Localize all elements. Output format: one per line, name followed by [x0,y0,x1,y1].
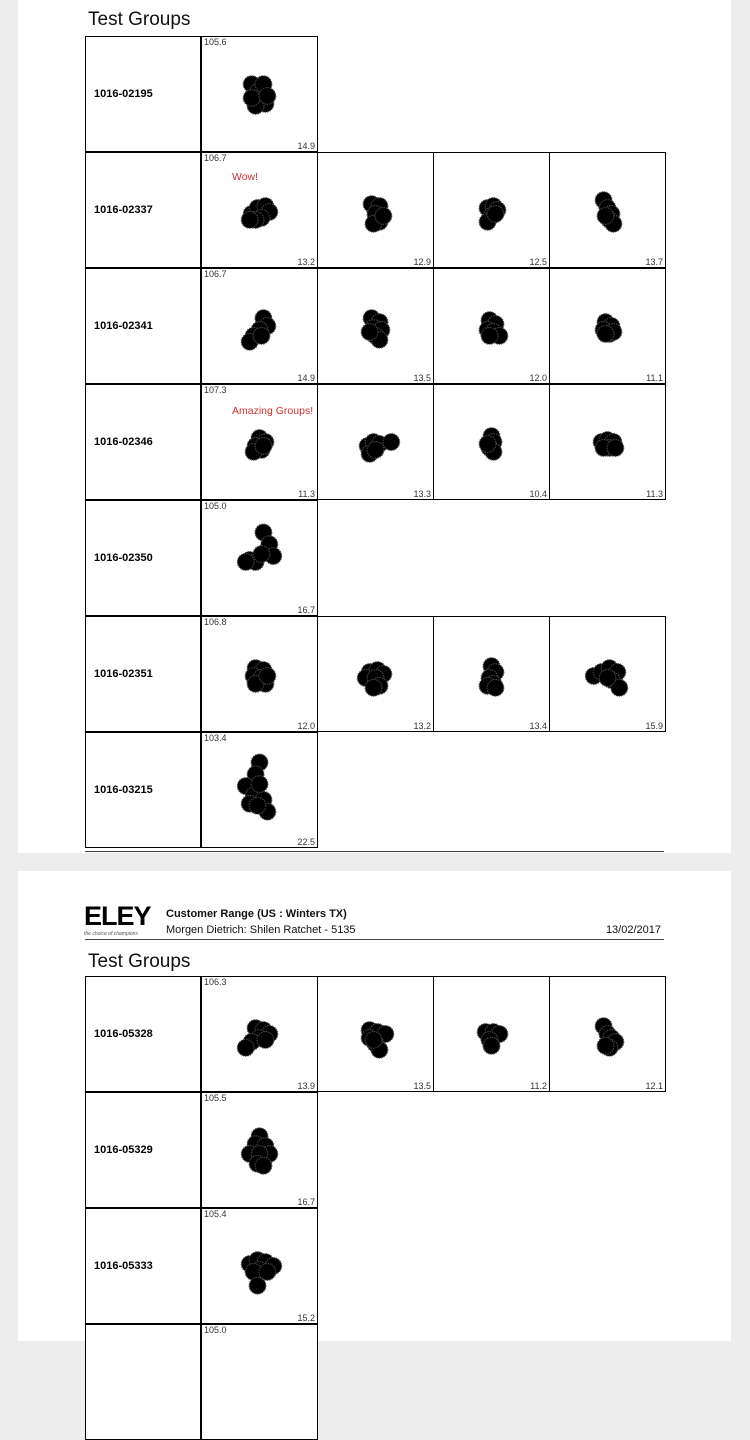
shot-group [550,385,665,499]
lot-number: 1016-02337 [94,204,153,216]
table-row [85,384,664,500]
shot-group [202,1093,317,1207]
bullet-hole [365,679,382,696]
section-title: Test Groups [88,951,191,972]
bullet-hole [599,670,616,687]
group-size-value: 14.9 [297,373,315,383]
group-size-value: 16.7 [297,1197,315,1207]
bullet-hole [257,1032,274,1049]
bullet-hole [365,1032,382,1049]
bullet-hole [383,434,400,451]
group-size-value: 12.1 [645,1081,663,1091]
bullet-hole [249,797,266,814]
group-target-cell [433,268,550,384]
bullet-hole [237,1039,254,1056]
velocity-value: 105.0 [204,501,227,511]
lot-number-cell [85,732,201,848]
shot-group [318,153,433,267]
group-target-cell [201,732,318,848]
bullet-hole [259,1264,276,1281]
group-size-value: 15.9 [645,721,663,731]
range-name: Customer Range (US : Winters TX) [166,908,347,920]
velocity-value: 103.4 [204,733,227,743]
page-footer-rule [85,851,664,852]
group-target-cell [201,500,318,616]
shot-group [202,385,317,499]
lot-number: 1016-05333 [94,1260,153,1272]
group-size-value: 13.3 [413,489,431,499]
shot-group [550,977,665,1091]
bullet-hole [259,668,276,685]
lot-number-cell [85,1092,201,1208]
lot-number: 1016-02351 [94,668,153,680]
lot-number: 1016-05329 [94,1144,153,1156]
eley-logo [84,903,156,939]
report-page-2 [18,871,731,1341]
group-target-cell [433,976,550,1092]
bullet-hole [259,88,276,105]
group-target-cell [201,1092,318,1208]
shot-group [434,977,549,1091]
group-target-cell [433,616,550,732]
group-size-value: 13.5 [413,1081,431,1091]
bullet-hole [253,546,270,563]
customer-info: Morgen Dietrich: Shilen Ratchet - 5135 [166,924,356,936]
group-target-cell [201,36,318,152]
group-size-value: 10.4 [529,489,547,499]
bullet-hole [487,206,504,223]
group-size-value: 12.0 [529,373,547,383]
shot-group [318,977,433,1091]
group-target-cell [549,268,666,384]
shot-group [202,501,317,615]
group-target-cell [201,1324,318,1440]
table-row [85,1208,664,1324]
eley-wordmark: ELEY [84,901,151,931]
lot-number-cell [85,36,201,152]
shot-group [434,617,549,731]
lot-number-cell [85,1208,201,1324]
group-size-value: 13.5 [413,373,431,383]
bullet-hole [361,324,378,341]
table-row [85,36,664,152]
group-size-value: 13.4 [529,721,547,731]
lot-number-cell [85,976,201,1092]
shot-group [550,153,665,267]
shot-group [202,37,317,151]
group-target-cell [201,1208,318,1324]
group-target-cell [549,976,666,1092]
lot-number: 1016-02195 [94,88,153,100]
velocity-value: 107.3 [204,385,227,395]
shot-group [318,385,433,499]
group-target-cell [317,976,434,1092]
group-size-value: 15.2 [297,1313,315,1323]
group-note: Wow! [232,171,259,183]
group-size-value: 11.2 [530,1081,547,1091]
lot-number-cell [85,268,201,384]
group-target-cell [549,384,666,500]
bullet-hole [253,327,270,344]
table-row [85,500,664,616]
velocity-value: 106.8 [204,617,227,627]
group-target-cell [201,268,318,384]
group-target-cell [433,384,550,500]
group-target-cell [317,152,434,268]
eley-tagline: the choice of champions [84,931,138,937]
bullet-hole [375,208,392,225]
bullet-hole [607,440,624,457]
shot-group [202,153,317,267]
bullet-hole [367,442,384,459]
shot-group [550,617,665,731]
shot-group [202,1325,317,1439]
bullet-hole [597,1037,614,1054]
velocity-value: 105.6 [204,37,227,47]
bullet-hole [241,211,258,228]
group-size-value: 13.2 [297,257,315,267]
group-target-cell [433,152,550,268]
bullet-hole [483,1037,500,1054]
group-size-value: 11.3 [298,489,315,499]
group-size-value: 11.3 [646,489,663,499]
lot-number: 1016-05328 [94,1028,153,1040]
bullet-hole [597,326,614,343]
bullet-hole [597,208,614,225]
shot-group [202,617,317,731]
table-row [85,1324,664,1440]
velocity-value: 106.7 [204,269,227,279]
group-target-cell [317,384,434,500]
shot-group [202,977,317,1091]
shot-group [434,153,549,267]
shot-group [202,733,317,847]
group-size-value: 13.9 [297,1081,315,1091]
bullet-hole [251,776,268,793]
table-row [85,152,664,268]
lot-number: 1016-02341 [94,320,153,332]
section-title: Test Groups [88,9,191,30]
group-size-value: 12.5 [529,257,547,267]
bullet-hole [255,438,272,455]
group-target-cell [549,616,666,732]
shot-group [550,269,665,383]
velocity-value: 106.3 [204,977,227,987]
lot-number-cell [85,384,201,500]
group-target-cell [201,976,318,1092]
shot-group [202,1209,317,1323]
velocity-value: 105.5 [204,1093,227,1103]
group-size-value: 14.9 [297,141,315,151]
group-size-value: 16.7 [297,605,315,615]
group-target-cell [549,152,666,268]
lot-number-cell [85,500,201,616]
lot-number-cell [85,1324,201,1440]
table-row [85,976,664,1092]
table-row [85,732,664,848]
group-size-value: 12.9 [413,257,431,267]
lot-number-cell [85,152,201,268]
shot-group [318,269,433,383]
velocity-value: 106.7 [204,153,227,163]
shot-group [434,385,549,499]
group-size-value: 13.7 [645,257,663,267]
group-target-cell [201,152,318,268]
group-size-value: 22.5 [297,837,315,847]
group-target-cell [201,616,318,732]
group-target-cell [317,268,434,384]
bullet-hole [487,679,504,696]
group-target-cell [317,616,434,732]
report-date: 13/02/2017 [605,924,661,936]
shot-group [318,617,433,731]
bullet-hole [243,90,260,107]
header-rule [85,939,664,940]
group-note: Amazing Groups! [232,405,314,417]
table-row [85,616,664,732]
shot-group [434,269,549,383]
group-size-value: 13.2 [413,721,431,731]
group-size-value: 12.0 [297,721,315,731]
bullet-hole [481,327,498,344]
group-target-cell [201,384,318,500]
velocity-value: 105.4 [204,1209,227,1219]
table-row [85,1092,664,1208]
lot-number: 1016-02350 [94,552,153,564]
bullet-hole [249,1277,266,1294]
bullet-hole [255,1157,272,1174]
lot-number-cell [85,616,201,732]
bullet-hole [479,436,496,453]
shot-group [202,269,317,383]
velocity-value: 105.0 [204,1325,227,1335]
group-size-value: 11.1 [646,373,663,383]
lot-number: 1016-02346 [94,436,153,448]
table-row [85,268,664,384]
report-page-1 [18,0,731,853]
bullet-hole [237,554,254,571]
lot-number: 1016-03215 [94,784,153,796]
